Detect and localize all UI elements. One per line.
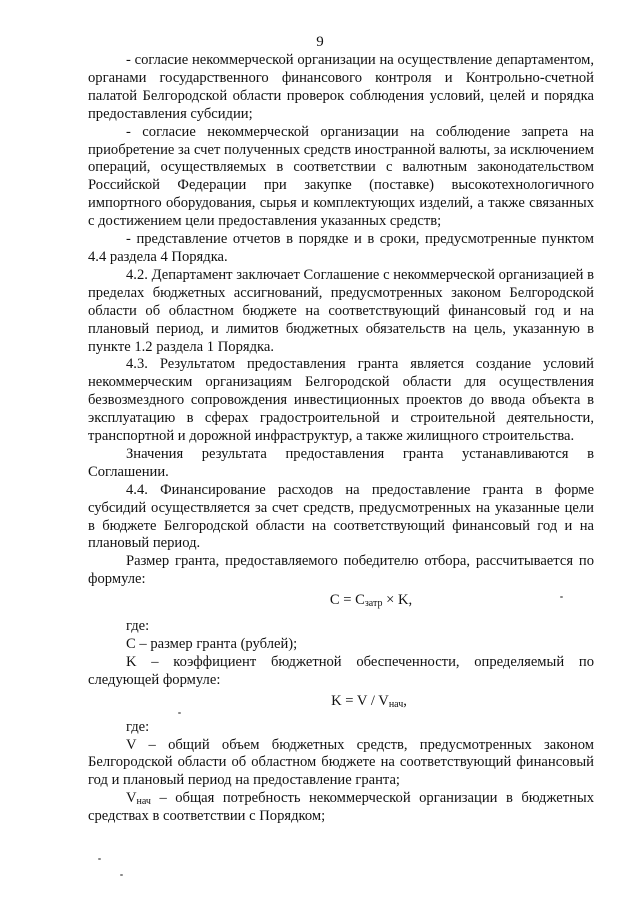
paragraph-4-4: 4.4. Финансирование расходов на предоставление гранта в форме субсидий осуществляется за счет средств, предусмотренных на указанные цели в бюджете Белгородской области на соответствующий финансовый год и на плановый период.: [88, 481, 594, 552]
formula-coefficient: $K = V / V_{нач}$,: [331, 692, 407, 710]
scan-speck: [98, 858, 101, 860]
paragraph-4-3: 4.3. Результатом предоставления гранта является создание условий некоммерческим организациям Белгородской области для осуществления безвозмездного сопровождения инвестиционных проектов до ввода объекта в эксплуатацию в сферах градостроительной и строительной деятельности, транспортной и дорожной инфраструктур, а также жилищного строительства.: [88, 356, 594, 445]
paragraph-4-2: 4.2. Департамент заключает Соглашение с некоммерческой организацией в пределах бюджетных ассигнований, предусмотренных законом Белгородской области об областном бюджете на соответствующий финансовый год и на плановый период, и лимитов бюджетных обязательств на цель, указанную в пункте 1.2 раздела 1 Порядка.: [88, 266, 594, 355]
scan-speck: [120, 874, 123, 876]
page-number: 9: [316, 34, 324, 50]
scan-speck: [178, 712, 181, 714]
document-body: [88, 52, 594, 826]
where-label-1: где:: [126, 618, 150, 635]
paragraph-result-values: Значения результата предоставления гранта устанавливаются в Соглашении.: [88, 445, 594, 480]
paragraph-reports: - представление отчетов в порядке и в сроки, предусмотренные пунктом 4.4 раздела 4 Порядка.: [88, 231, 594, 265]
scan-speck: [560, 596, 563, 598]
paragraph-grant-size: Размер гранта, предоставляемого победителю отбора, рассчитывается по формуле:: [88, 553, 594, 588]
paragraph-consent-inspections: - согласие некоммерческой организации на осуществление департаментом, органами государственного финансового контроля и Контрольно-счетной палатой Белгородской области проверок соблюдения условий, целей и порядка предоставления субсидии;: [88, 52, 594, 122]
definition-v-nach: $V_{нач}$ – общая потребность некоммерческой организации в бюджетных средствах в соответствии с Порядком;: [88, 790, 594, 825]
definition-c: С – размер гранта (рублей);: [126, 636, 298, 652]
formula-grant-size: $С = С_{затр} \times K$,: [329, 592, 413, 610]
definition-v: V – общий объем бюджетных средств, предусмотренных законом Белгородской области об областном бюджете на соответствующий финансовый год и плановый период на предоставление гранта;: [88, 736, 594, 789]
paragraph-consent-currency-ban: - согласие некоммерческой организации на соблюдение запрета на приобретение за счет полученных средств иностранной валюты, за исключением операций, осуществляемых в соответствии с валютным законодательством Российской Федерации при закупке (поставке) высокотехнологичного импортного оборудования, сырья и комплектующих изделий, а также связанных с достижением цели предоставления указанных средств;: [88, 123, 594, 230]
definition-k: K – коэффициент бюджетной обеспеченности, определяемый по следующей формуле:: [88, 653, 594, 688]
where-label-2: где:: [126, 718, 150, 735]
